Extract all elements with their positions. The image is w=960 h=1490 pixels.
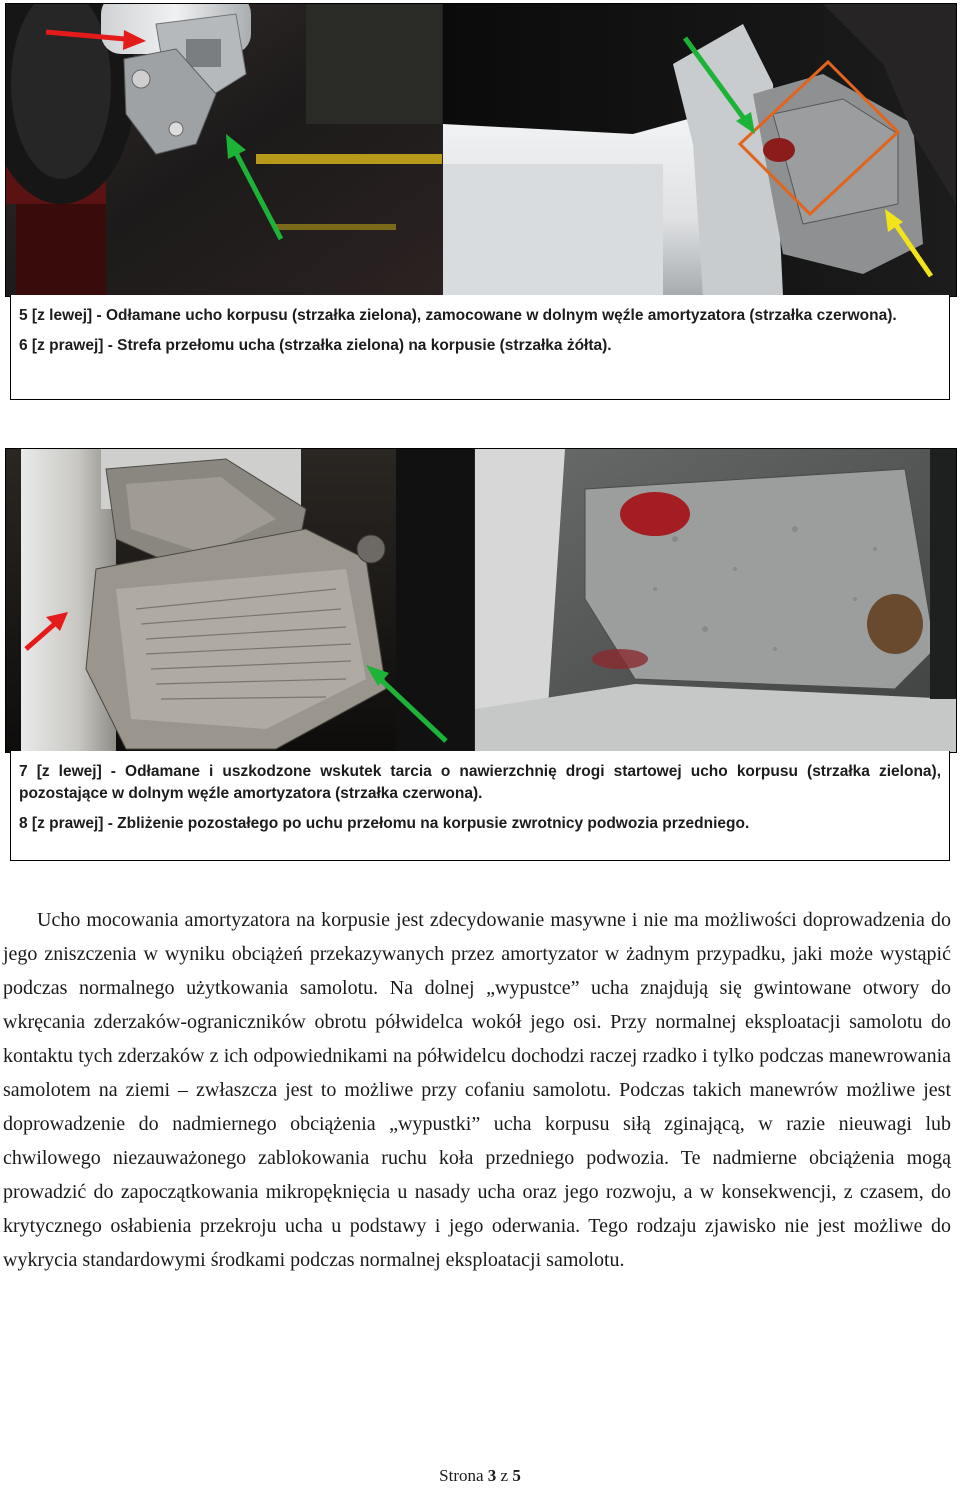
figure-top-photos — [5, 3, 957, 297]
caption-photo-7: 7 [z lewej] - Odłamane i uszkodzone wskutek tarcia o nawierzchnię drogi startowej ucho korpusu (strzałka zielona), pozostające w dolnym węźle amortyzatora (strzałka czerwona). — [19, 763, 941, 802]
figure-bottom-photos — [5, 448, 957, 753]
footer-mid: z — [496, 1466, 513, 1485]
figure-top-caption — [10, 295, 950, 400]
total-pages-number: 5 — [512, 1466, 521, 1485]
caption-photo-6: 6 [z prawej] - Strefa przełomu ucha (strzałka zielona) na korpusie (strzałka żółta). — [19, 337, 612, 354]
photo-8-fracture-closeup — [475, 449, 956, 752]
body-paragraph — [3, 903, 951, 1277]
footer-prefix: Strona — [439, 1466, 488, 1485]
figure-bottom-caption — [10, 751, 950, 861]
page-footer — [0, 1466, 960, 1486]
photo-6-fracture-zone — [443, 4, 956, 296]
body-paragraph-text: Ucho mocowania amortyzatora na korpusie jest zdecydowanie masywne i nie ma możliwości doprowadzenia do jego zniszczenia w wyniku obciążeń przekazywanych przez amortyzator w żadnym przypadku, jaki może wystąpić podczas normalnego użytkowania samolotu. Na dolnej „wypustce” ucha znajdują się gwintowane otwory do wkręcania zderzaków-ograniczników obrotu półwidelca wokół jego osi. Przy normalnej eksploatacji samolotu do kontaktu tych zderzaków z ich odpowiednikami na półwidelcu dochodzi raczej rzadko i tylko podczas manewrowania samolotem na ziemi – zwłaszcza jest to możliwe przy cofaniu samolotu. Podczas takich manewrów możliwe jest doprowadzenie do nadmiernego obciążenia „wypustki” ucha korpusu siłą zginającą, w razie nieuwagi lub chwilowego niezauważonego zablokowania ruchu koła przedniego podwozia. Te nadmierne obciążenia mogą prowadzić do zapoczątkowania mikropęknięcia u nasady ucha oraz jego rozwoju, a w konsekwencji, z czasem, do krytycznego osłabienia przekroju ucha u podstawy i jego oderwania. Tego rodzaju zjawisko nie jest możliwe do wykrycia standardowymi środkami podczas normalnej eksploatacji samolotu. — [3, 909, 951, 1271]
photo-7-damaged-lug — [6, 449, 474, 752]
caption-photo-5: 5 [z lewej] - Odłamane ucho korpusu (strzałka zielona), zamocowane w dolnym węźle amortyzatora (strzałka czerwona). — [19, 307, 897, 324]
caption-photo-8: 8 [z prawej] - Zbliżenie pozostałego po uchu przełomu na korpusie zwrotnicy podwozia przedniego. — [19, 815, 750, 832]
photo-5-broken-lug — [6, 4, 442, 296]
current-page-number: 3 — [487, 1466, 497, 1485]
